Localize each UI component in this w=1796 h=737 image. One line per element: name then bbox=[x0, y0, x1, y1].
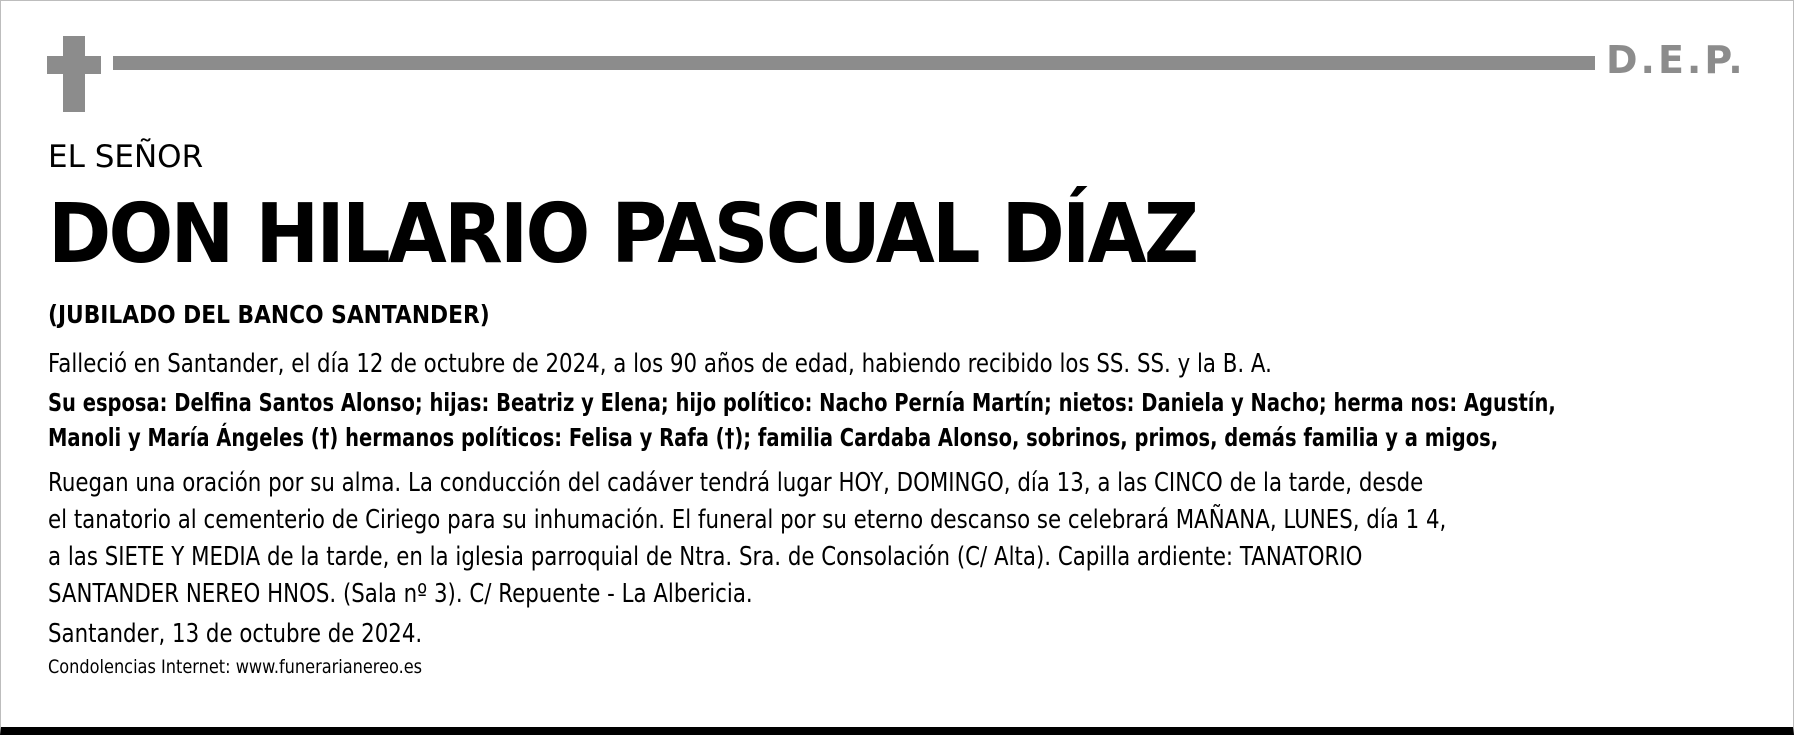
family-line: Manoli y María Ángeles (†) hermanos políticos: Felisa y Rafa (†); familia Cardaba Alonso, sobrinos, primos, demás familia y a migos, bbox=[48, 423, 1499, 452]
condolences-link[interactable]: Condolencias Internet: www.funerarianereo.es bbox=[48, 656, 423, 678]
service-line: a las SIETE Y MEDIA de la tarde, en la iglesia parroquial de Ntra. Sra. de Consolación (C/ Alta). Capilla ardiente: TANATORIO bbox=[48, 542, 1363, 572]
service-details bbox=[48, 465, 1446, 613]
service-line: SANTANDER NEREO HNOS. (Sala nº 3). C/ Repuente - La Albericia. bbox=[48, 579, 753, 609]
death-statement: Falleció en Santander, el día 12 de octubre de 2024, a los 90 años de edad, habiendo recibido los SS. SS. y la B. A. bbox=[48, 349, 1272, 379]
service-line: Ruegan una oración por su alma. La conducción del cadáver tendrá lugar HOY, DOMINGO, día 13, a las CINCO de la tarde, desde bbox=[48, 468, 1424, 498]
dep-label: D.E.P. bbox=[1606, 38, 1746, 82]
cross-vertical-bar bbox=[63, 36, 85, 112]
cross-horizontal-bar bbox=[47, 56, 101, 74]
service-line: el tanatorio al cementerio de Ciriego para su inhumación. El funeral por su eterno descanso se celebrará MAÑANA, LUNES, día 1 4, bbox=[48, 505, 1447, 535]
header-rule bbox=[113, 56, 1595, 70]
deceased-title: (JUBILADO DEL BANCO SANTANDER) bbox=[48, 300, 490, 329]
deceased-name: DON HILARIO PASCUAL DÍAZ bbox=[48, 187, 1197, 282]
family-list bbox=[48, 385, 1556, 455]
family-line: Su esposa: Delfina Santos Alonso; hijas: Beatriz y Elena; hijo político: Nacho Pernía Martín; nietos: Daniela y Nacho; herma nos: Agustín, bbox=[48, 388, 1556, 417]
place-date: Santander, 13 de octubre de 2024. bbox=[48, 619, 423, 649]
honorific: EL SEÑOR bbox=[48, 139, 204, 175]
